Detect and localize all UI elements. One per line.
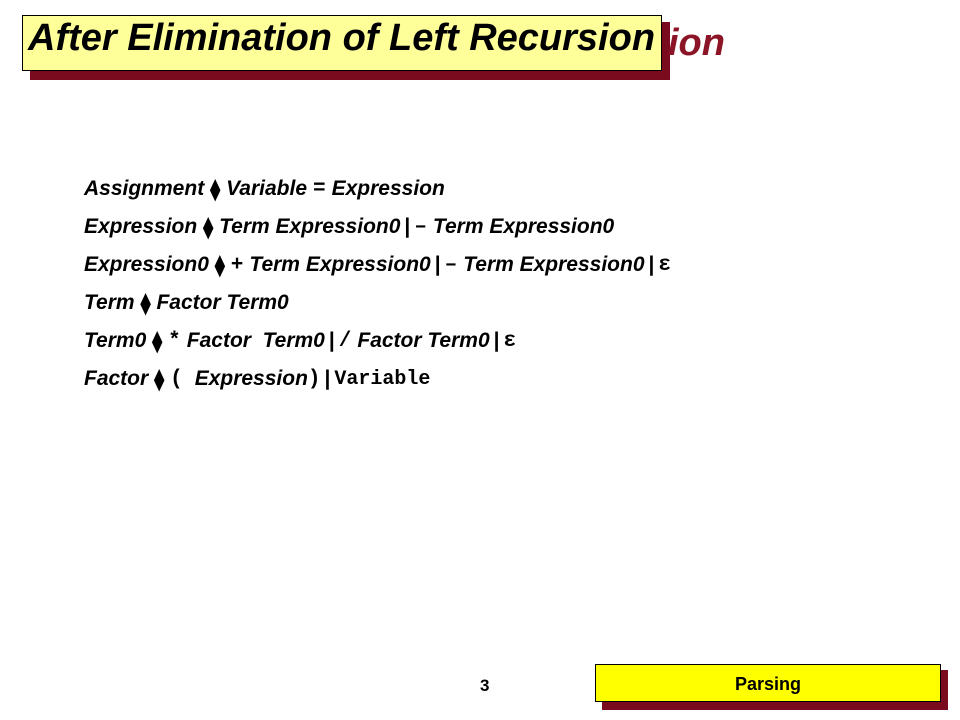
epsilon-symbol: ε (503, 329, 517, 353)
rule-part: Term Expression0 (219, 215, 401, 238)
grammar-rules (84, 170, 671, 398)
arrow-icon: ⧫ (152, 330, 163, 353)
rule-factor (84, 360, 671, 398)
rule-part: Factor Term0 (156, 291, 289, 314)
rule-lhs: Expression0 (84, 253, 209, 276)
rule-assignment (84, 170, 671, 208)
rule-expression0 (84, 246, 671, 284)
alternative-bar: | (404, 215, 411, 238)
rule-operator: ) (307, 367, 321, 391)
rule-part: Expression (194, 367, 308, 390)
rule-part: Term Expression0 (432, 215, 615, 238)
rule-part: Variable (226, 177, 308, 200)
rule-part: Factor Term0 (357, 329, 490, 352)
rule-part: Factor Term0 (186, 329, 325, 352)
alternative-bar: | (324, 367, 331, 390)
rule-expression (84, 208, 671, 246)
rule-operator: = (313, 177, 326, 201)
rule-operator: – (414, 215, 427, 239)
page-number: 3 (480, 676, 490, 695)
rule-part: Expression (331, 177, 445, 200)
rule-part: Term Expression0 (249, 253, 431, 276)
rule-lhs: Term0 (84, 329, 147, 352)
arrow-icon: ⧫ (140, 292, 151, 315)
footer-label: Parsing (734, 674, 802, 694)
rule-term0 (84, 322, 671, 360)
rule-lhs: Term (84, 291, 135, 314)
rule-term (84, 284, 671, 322)
rule-operator: / (338, 329, 352, 353)
rule-lhs: Factor (84, 367, 149, 390)
alternative-bar: | (328, 329, 335, 352)
rule-terminal: Variable (334, 367, 431, 391)
title-shadow-text: ion (668, 22, 725, 64)
alternative-bar: | (648, 253, 655, 276)
page-title: After Elimination of Left Recursion (28, 17, 656, 59)
footer-box (595, 664, 941, 702)
arrow-icon: ⧫ (210, 178, 221, 201)
arrow-icon: ⧫ (154, 368, 165, 391)
rule-lhs: Expression (84, 215, 198, 238)
rule-operator: – (444, 253, 458, 277)
rule-lhs: Assignment (84, 177, 205, 200)
alternative-bar: | (434, 253, 441, 276)
arrow-icon: ⧫ (203, 216, 214, 239)
rule-operator: + (230, 253, 244, 277)
rule-part: Term Expression0 (463, 253, 645, 276)
alternative-bar: | (493, 329, 500, 352)
rule-operator: ( (170, 367, 183, 391)
arrow-icon: ⧫ (214, 254, 225, 277)
epsilon-symbol: ε (658, 253, 672, 277)
rule-operator: * (168, 329, 181, 353)
